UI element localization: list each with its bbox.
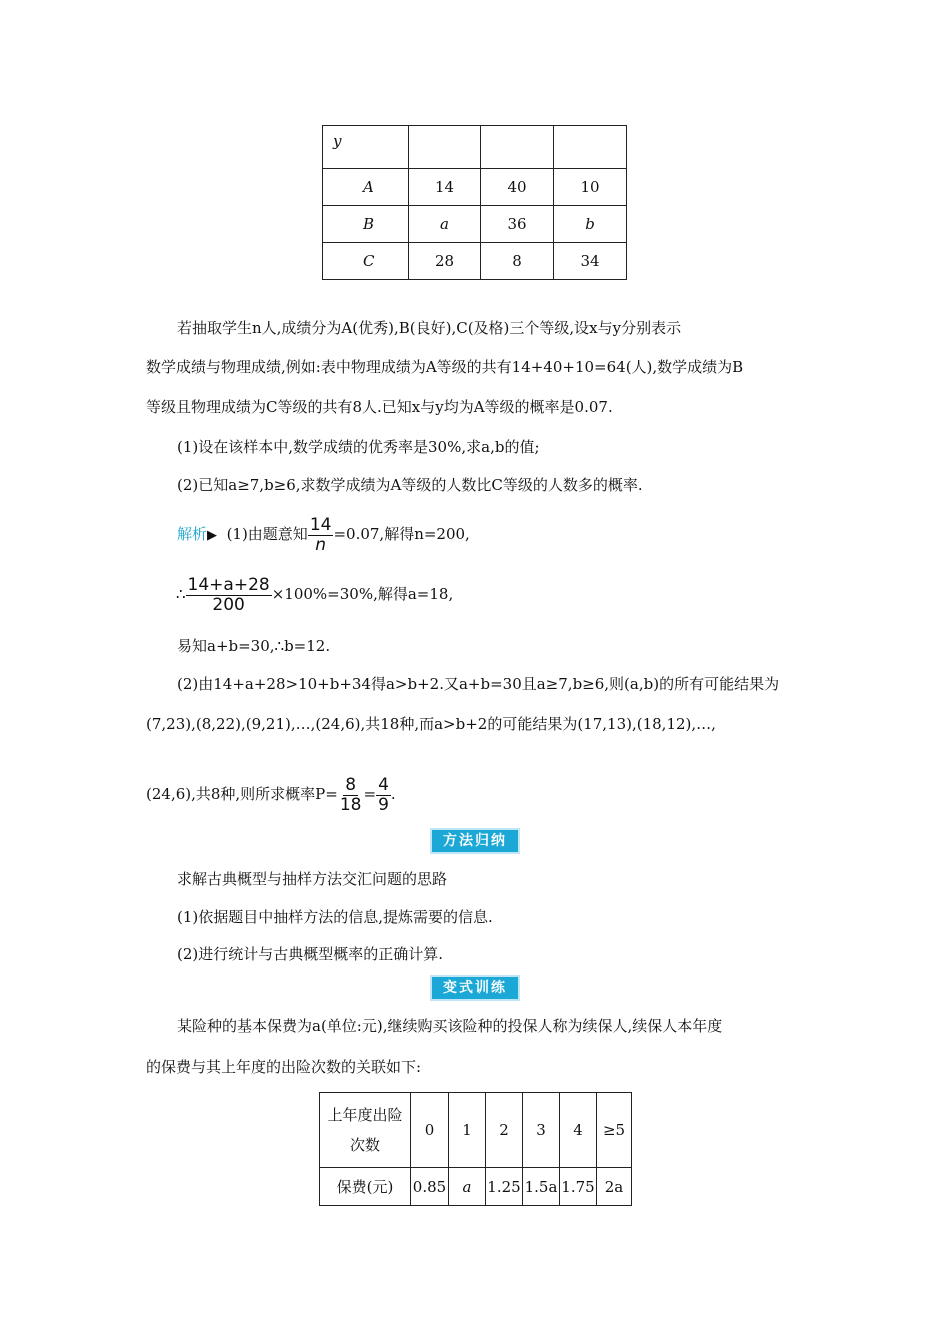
fraction: $\frac{8}{18}$ [339, 774, 362, 815]
table-row: C 28 8 34 [323, 243, 627, 280]
premium-table [319, 1092, 632, 1206]
solution-label: 解析 [177, 525, 208, 543]
problem-line-2: 数学成绩与物理成绩,例如:表中物理成绩为A等级的共有14+40+10=64(人),数学成绩为B [146, 358, 744, 376]
row-label: 保费(元) [320, 1168, 411, 1206]
table-header-cell [409, 126, 481, 169]
question-2: (2)已知a≥7,b≥6,求数学成绩为A等级的人数比C等级的人数多的概率. [177, 476, 643, 494]
table-row: 上年度出险 次数 0 1 2 3 4 ≥5 [320, 1093, 632, 1168]
problem-line-3: 等级且物理成绩为C等级的共有8人.已知x与y均为A等级的概率是0.07. [146, 398, 613, 416]
table-row: A 14 40 10 [323, 169, 627, 206]
table-header-cell [481, 126, 554, 169]
variant-line-2: 的保费与其上年度的出险次数的关联如下: [146, 1058, 422, 1076]
solution-line-2: ∴ $\frac{14+a+28}{200}$ ×100%=30%,解得a=18, [176, 574, 454, 615]
solution-line-3: 易知a+b=30,∴b=12. [177, 637, 331, 655]
table-row: B a 36 b [323, 206, 627, 243]
table-row: 保费(元) 0.85 a 1.25 1.5a 1.75 2a [320, 1168, 632, 1206]
method-badge: 方法归纳 [432, 830, 518, 852]
variant-line-1: 某险种的基本保费为a(单位:元),继续购买该险种的投保人称为续保人,续保人本年度 [177, 1017, 723, 1035]
problem-line-1: 若抽取学生n人,成绩分为A(优秀),B(良好),C(及格)三个等级,设x与y分别表示 [177, 319, 682, 337]
solution-line-5: (7,23),(8,22),(9,21),…,(24,6),共18种,而a>b+2的可能结果为(17,13),(18,12),…, [146, 715, 716, 733]
variant-badge: 变式训练 [432, 977, 518, 999]
method-title: 求解古典概型与抽样方法交汇问题的思路 [177, 870, 448, 888]
triangle-icon: ▶ [207, 528, 218, 543]
row-label: 上年度出险 次数 [320, 1093, 411, 1168]
solution-line-4: (2)由14+a+28>10+b+34得a>b+2.又a+b=30且a≥7,b≥6,则(a,b)的所有可能结果为 [177, 675, 780, 693]
fraction: $\frac{14}{n}$ [309, 514, 332, 555]
method-item-1: (1)依据题目中抽样方法的信息,提炼需要的信息. [177, 908, 493, 926]
method-item-2: (2)进行统计与古典概型概率的正确计算. [177, 945, 444, 963]
fraction: $\frac{14+a+28}{200}$ [187, 574, 270, 615]
solution-line-1: 解析▶ (1)由题意知 $\frac{14}{n}$ =0.07,解得n=200, [177, 514, 470, 555]
table-header-cell: y [323, 126, 409, 169]
solution-line-6: (24,6),共8种,则所求概率P= $\frac{8}{18}$ = $\frac{4}{9}$ . [146, 774, 396, 815]
grade-table [322, 125, 627, 280]
question-1: (1)设在该样本中,数学成绩的优秀率是30%,求a,b的值; [177, 438, 540, 456]
table-header-cell [554, 126, 627, 169]
fraction: $\frac{4}{9}$ [378, 774, 389, 815]
